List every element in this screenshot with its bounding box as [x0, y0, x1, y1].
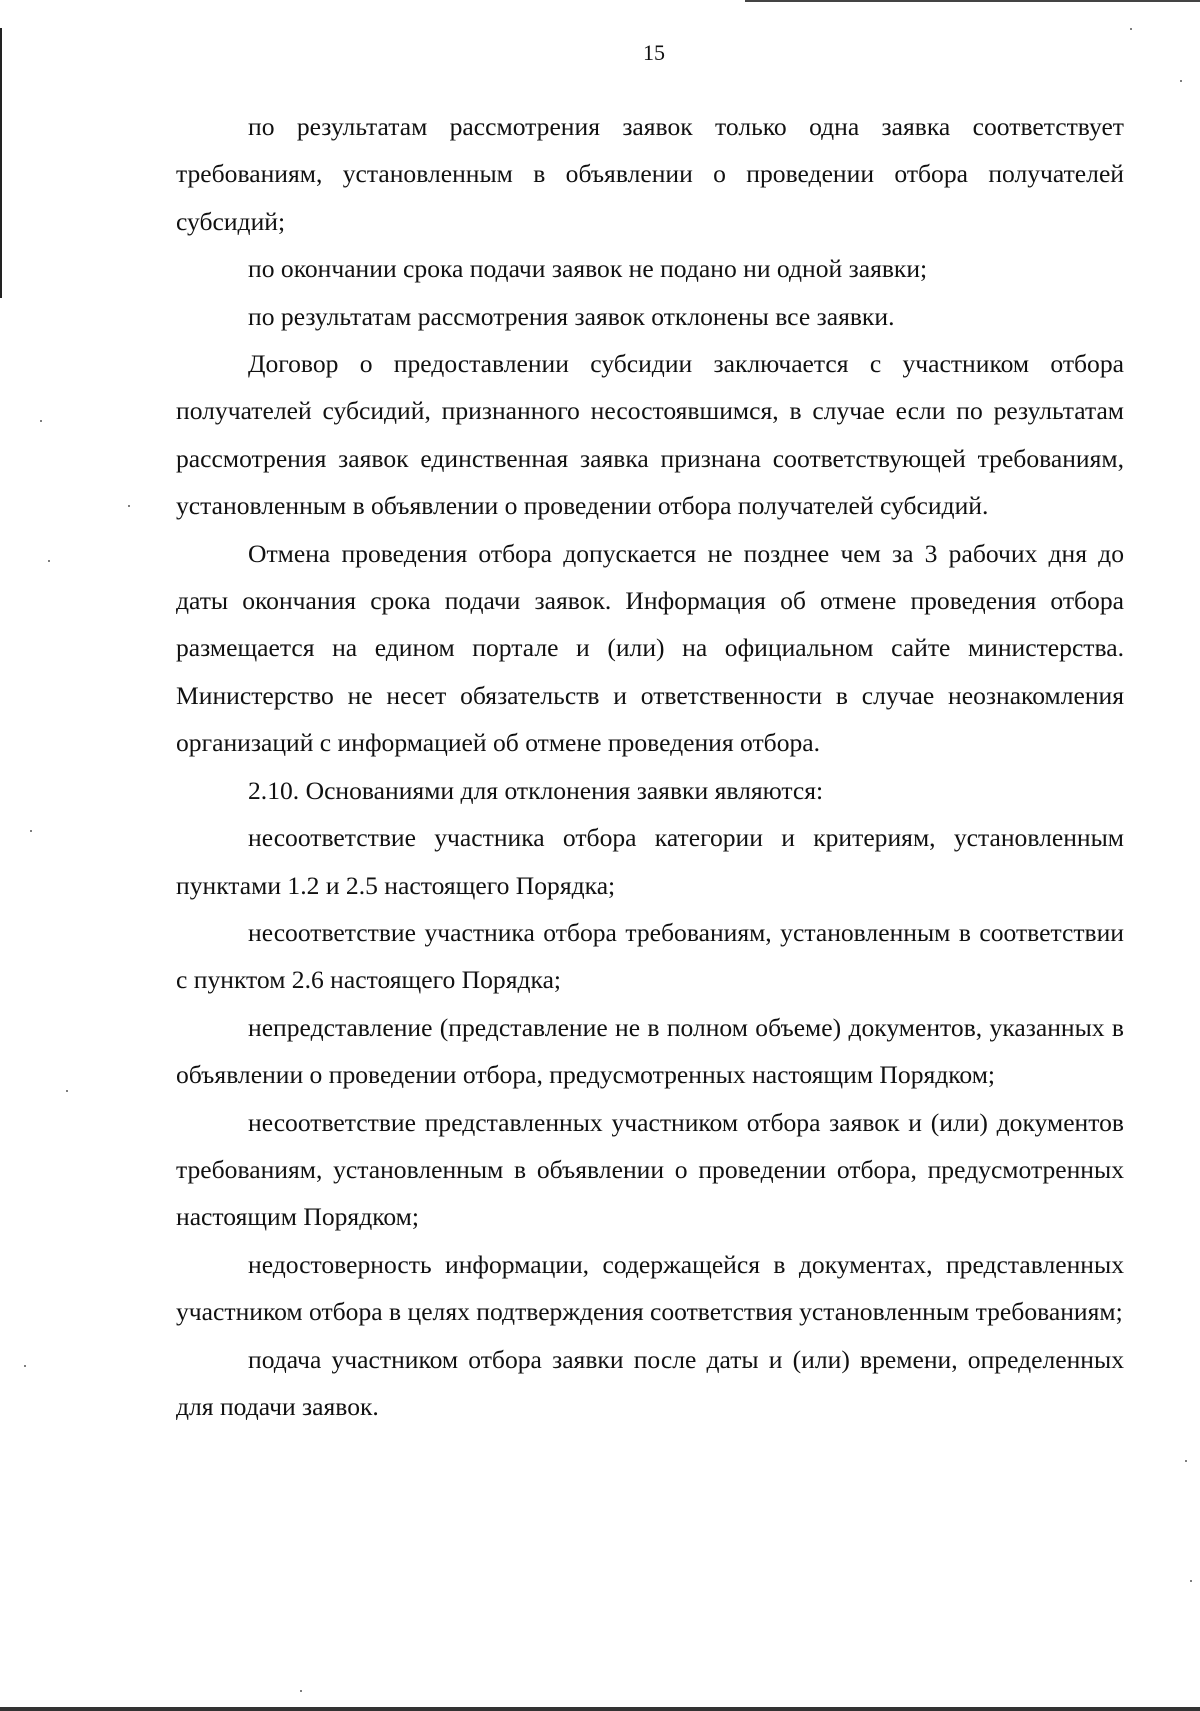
- paragraph: по окончании срока подачи заявок не подано ни одной заявки;: [248, 254, 928, 284]
- scan-bottom-edge: [0, 1707, 1200, 1711]
- scan-speck: [30, 830, 32, 832]
- list-item: недостоверность информации, содержащейся в документах, представленных участником отбора в целях подтверждения соответствия установленным требованиям;: [176, 1249, 1124, 1327]
- scan-speck: [48, 560, 50, 562]
- scan-top-edge: [745, 0, 1200, 2]
- scan-speck: [1180, 80, 1182, 82]
- list-item: несоответствие участника отбора требованиям, установленным в соответствии с пунктом 2.6 настоящего Порядка;: [176, 917, 1124, 995]
- page-number: 15: [643, 40, 665, 65]
- section-heading: 2.10. Основаниями для отклонения заявки являются:: [248, 775, 824, 805]
- paragraph: Договор о предоставлении субсидии заключается с участником отбора получателей субсидий, признанного несостоявшимся, в случае если по результатам рассмотрения заявок единственная заявка признана соответствующей требованиям, установленным в объявлении о проведении отбора получателей субсидий.: [176, 349, 1124, 521]
- scan-speck: [66, 1090, 68, 1092]
- scan-speck: [1185, 1460, 1187, 1462]
- scan-speck: [1190, 1580, 1192, 1582]
- list-item: несоответствие представленных участником отбора заявок и (или) документов требованиям, установленным в объявлении о проведении отбора, предусмотренных настоящим Порядком;: [176, 1107, 1124, 1232]
- scan-speck: [40, 420, 42, 422]
- list-item: несоответствие участника отбора категории и критериям, установленным пунктами 1.2 и 2.5 настоящего Порядка;: [176, 823, 1124, 900]
- paragraph: по результатам рассмотрения заявок отклонены все заявки.: [248, 301, 895, 331]
- body-text: [176, 103, 1124, 1430]
- scan-speck: [300, 1690, 302, 1692]
- scan-speck: [24, 1365, 26, 1367]
- paragraph: по результатам рассмотрения заявок только одна заявка соответствует требованиям, установленным в объявлении о проведении отбора получателей субсидий;: [176, 112, 1124, 236]
- scan-speck: [1130, 28, 1132, 30]
- list-item: подача участником отбора заявки после даты и (или) времени, определенных для подачи заявок.: [176, 1344, 1124, 1421]
- scan-speck: [128, 505, 130, 507]
- scan-left-border: [0, 28, 2, 298]
- paragraph: Отмена проведения отбора допускается не позднее чем за 3 рабочих дня до даты окончания срока подачи заявок. Информация об отмене проведения отбора размещается на едином портале и (или) на официальном сайте министерства. Министерство не несет обязательств и ответственности в случае неознакомления организаций с информацией об отмене проведения отбора.: [176, 538, 1124, 758]
- list-item: непредставление (представление не в полном объеме) документов, указанных в объявлении о проведении отбора, предусмотренных настоящим Порядком;: [176, 1012, 1124, 1090]
